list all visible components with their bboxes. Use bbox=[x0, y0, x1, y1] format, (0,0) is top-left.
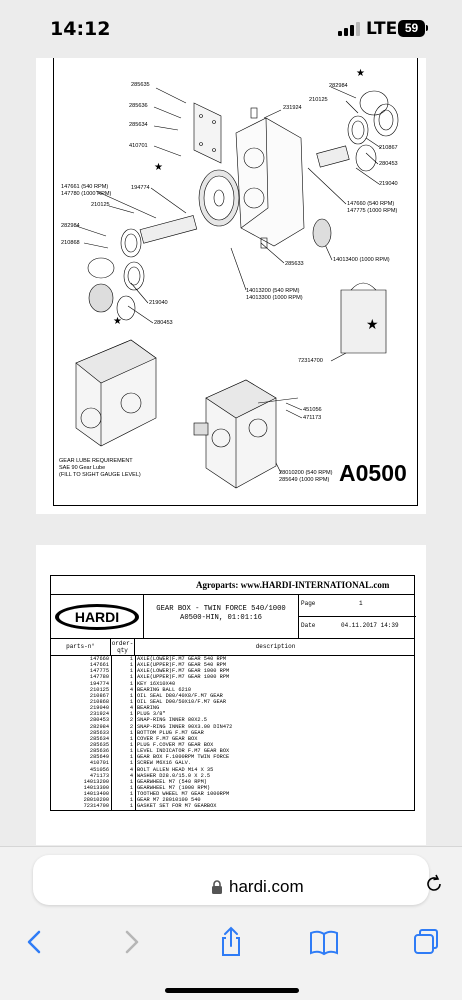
part-number: 285649 bbox=[89, 754, 109, 761]
callout-label: 14013200 (540 RPM) bbox=[246, 288, 300, 294]
status-time: 14:12 bbox=[50, 18, 111, 40]
part-number: 28010200 bbox=[83, 797, 109, 804]
site-label: Agroparts: www.HARDI-INTERNATIONAL.com bbox=[196, 580, 390, 590]
callout-label: 285649 (1000 RPM) bbox=[279, 477, 330, 483]
part-number: 14013400 bbox=[83, 791, 109, 798]
part-number: 285634 bbox=[89, 735, 109, 742]
callout-label: 410701 bbox=[129, 143, 148, 149]
order-qty: 1 bbox=[129, 729, 133, 736]
part-description: GEARWHEEL M7 (1000 RPM) bbox=[137, 784, 211, 791]
column-header bbox=[51, 639, 414, 656]
callout-label: 219040 bbox=[379, 181, 398, 187]
part-number: 219040 bbox=[89, 705, 109, 712]
part-description: LEVEL INDICATOR F.M7 GEAR BOX bbox=[137, 748, 230, 755]
parts-list-page bbox=[36, 545, 426, 845]
order-qty: 1 bbox=[129, 754, 133, 761]
part-description: OIL SEAL D90/50X10/F.M7 GEAR bbox=[137, 698, 227, 705]
star-mark-icon: ★ bbox=[113, 316, 122, 327]
callout-label: 282984 bbox=[329, 83, 348, 89]
order-qty: 1 bbox=[129, 668, 133, 675]
callout-label: 280453 bbox=[154, 320, 173, 326]
network-type: LTE bbox=[366, 19, 398, 39]
part-description: WASHER D28.0/15.0 X 2.5 bbox=[137, 772, 211, 779]
meta-cell bbox=[299, 595, 416, 639]
date-value: 04.11.2017 14:39 bbox=[341, 622, 399, 629]
table-row bbox=[51, 803, 414, 809]
part-number: 14013200 bbox=[83, 778, 109, 785]
callout-label: 285634 bbox=[129, 122, 148, 128]
callout-label: 147775 (1000 RPM) bbox=[347, 208, 398, 214]
share-icon[interactable] bbox=[211, 922, 251, 962]
col-qty-header: order- qty bbox=[111, 640, 134, 654]
part-number: 194774 bbox=[89, 680, 109, 687]
order-qty: 1 bbox=[129, 680, 133, 687]
callout-label: 210868 bbox=[61, 240, 80, 246]
callout-label: 285636 bbox=[129, 103, 148, 109]
order-qty: 1 bbox=[129, 778, 133, 785]
order-qty: 1 bbox=[129, 803, 133, 810]
back-icon[interactable] bbox=[14, 922, 54, 962]
part-number: 471173 bbox=[89, 772, 109, 779]
callout-label: 14013300 (1000 RPM) bbox=[246, 295, 303, 301]
parts-table bbox=[50, 575, 415, 811]
order-qty: 1 bbox=[129, 760, 133, 767]
callout-label: 285633 bbox=[285, 261, 304, 267]
part-description: SNAP-RING INNER 90X3.00 DIN472 bbox=[137, 723, 233, 730]
status-bar bbox=[0, 0, 462, 58]
col-desc-header: description bbox=[255, 643, 296, 650]
part-description: PLUG 3/8" bbox=[137, 711, 166, 718]
order-qty: 1 bbox=[129, 674, 133, 681]
order-qty: 1 bbox=[129, 662, 133, 669]
callout-label: 451056 bbox=[303, 407, 322, 413]
battery-icon: 59 bbox=[398, 20, 425, 37]
order-qty: 4 bbox=[129, 686, 133, 693]
diagram-page bbox=[36, 58, 426, 514]
part-number: 210125 bbox=[89, 686, 109, 693]
col-parts-header: parts-n° bbox=[51, 639, 111, 656]
logo-cell bbox=[51, 595, 144, 639]
order-qty: 1 bbox=[129, 698, 133, 705]
part-description: KEY 16X10X40 bbox=[137, 680, 176, 687]
part-description: AXLE(LOWER)F.M7 GEAR 1000 RPM bbox=[137, 668, 230, 675]
page-value: 1 bbox=[359, 600, 363, 607]
callout-label: 72314700 bbox=[298, 358, 323, 364]
part-number: 285633 bbox=[89, 729, 109, 736]
part-number: 410701 bbox=[89, 760, 109, 767]
part-number: 147780 bbox=[89, 674, 109, 681]
order-qty: 4 bbox=[129, 705, 133, 712]
title-line: A0500-HIN, 01:01:16 bbox=[180, 614, 262, 622]
drawing-code: A0500 bbox=[339, 460, 407, 486]
lube-line: GEAR LUBE REQUIREMENT bbox=[59, 458, 133, 464]
lock-icon bbox=[211, 880, 223, 895]
signal-icon bbox=[338, 22, 360, 36]
part-description: BEARING bbox=[137, 705, 160, 712]
part-number: 285635 bbox=[89, 741, 109, 748]
tabs-icon[interactable] bbox=[406, 922, 446, 962]
callout-label: 471173 bbox=[303, 415, 322, 421]
part-description: GEAR M7 28010100 540 bbox=[137, 797, 201, 804]
date-label: Date bbox=[301, 622, 316, 629]
part-description: COVER F.M7 GEAR BOX bbox=[137, 735, 198, 742]
hardi-logo bbox=[51, 595, 144, 639]
part-number: 285636 bbox=[89, 748, 109, 755]
part-number: 147661 bbox=[89, 662, 109, 669]
part-number: 147775 bbox=[89, 668, 109, 675]
part-number: 451056 bbox=[89, 766, 109, 773]
part-description: BOTTOM PLUG F.M7 GEAR bbox=[137, 729, 204, 736]
order-qty: 1 bbox=[129, 797, 133, 804]
order-qty: 2 bbox=[129, 717, 133, 724]
sheet-title bbox=[144, 595, 299, 639]
battery-tip bbox=[426, 25, 428, 31]
star-mark-icon: ★ bbox=[356, 68, 365, 79]
reload-icon[interactable] bbox=[425, 873, 443, 893]
order-qty: 1 bbox=[129, 791, 133, 798]
browser-toolbar bbox=[0, 922, 462, 962]
callout-label: 280453 bbox=[379, 161, 398, 167]
part-description: PLUG F.COVER M7 GEAR BOX bbox=[137, 741, 214, 748]
star-mark-icon: ★ bbox=[154, 162, 163, 173]
part-description: OIL SEAL D80/40X8/F.M7 GEAR bbox=[137, 692, 223, 699]
url-text: hardi.com bbox=[229, 877, 304, 896]
part-description: GEARWHEEL M7 (540 RPM) bbox=[137, 778, 207, 785]
part-number: 231924 bbox=[89, 711, 109, 718]
part-description: TOOTHED WHEEL M7 GEAR 1000RPM bbox=[137, 791, 230, 798]
exploded-view-drawing bbox=[36, 58, 426, 514]
star-mark-icon: ★ bbox=[366, 316, 379, 332]
order-qty: 1 bbox=[129, 748, 133, 755]
part-description: SNAP-RING INNER 80X2.5 bbox=[137, 717, 207, 724]
callout-label: 210125 bbox=[91, 202, 110, 208]
callout-label: 147780 (1000 RPM) bbox=[61, 191, 112, 197]
home-indicator bbox=[165, 988, 299, 993]
order-qty: 4 bbox=[129, 766, 133, 773]
part-number: 147660 bbox=[89, 656, 109, 662]
callout-label: 285635 bbox=[131, 82, 150, 88]
part-description: BOLT ALLEN HEAD M14 X 35 bbox=[137, 766, 214, 773]
browser-chrome bbox=[0, 846, 462, 1000]
bookmarks-icon[interactable] bbox=[304, 922, 344, 962]
order-qty: 1 bbox=[129, 711, 133, 718]
parts-rows bbox=[51, 656, 414, 810]
order-qty: 4 bbox=[129, 772, 133, 779]
part-number: 72314700 bbox=[83, 803, 109, 810]
callout-label: 282984 bbox=[61, 223, 80, 229]
callout-label: 219040 bbox=[149, 300, 168, 306]
header-row bbox=[51, 576, 414, 595]
callout-label: 231924 bbox=[283, 105, 302, 111]
order-qty: 1 bbox=[129, 692, 133, 699]
forward-icon[interactable] bbox=[112, 922, 152, 962]
order-qty: 1 bbox=[129, 741, 133, 748]
callout-label: 147660 (540 RPM) bbox=[347, 201, 395, 207]
part-description: GASKET SET FOR M7 GEARBOX bbox=[137, 803, 217, 810]
part-description: AXLE(LOWER)F.M7 GEAR 540 RPM bbox=[137, 656, 227, 662]
part-number: 280453 bbox=[89, 717, 109, 724]
callout-label: 147661 (540 RPM) bbox=[61, 184, 109, 190]
part-number: 14013300 bbox=[83, 784, 109, 791]
order-qty: 1 bbox=[129, 735, 133, 742]
order-qty: 1 bbox=[129, 784, 133, 791]
part-number: 210867 bbox=[89, 692, 109, 699]
page-row bbox=[299, 595, 416, 617]
header-main bbox=[51, 595, 414, 639]
date-row bbox=[299, 617, 416, 639]
page-label: Page bbox=[301, 600, 316, 607]
part-description: BEARING BALL 6210 bbox=[137, 686, 192, 693]
order-qty: 2 bbox=[129, 723, 133, 730]
title-line: GEAR BOX - TWIN FORCE 540/1000 bbox=[156, 605, 286, 613]
callout-label: 210867 bbox=[379, 145, 398, 151]
callout-label: 14013400 (1000 RPM) bbox=[333, 257, 390, 263]
gear-lube-note bbox=[59, 458, 141, 479]
callout-label: 210125 bbox=[309, 97, 328, 103]
part-number: 282984 bbox=[89, 723, 109, 730]
lube-line: (FILL TO SIGHT GAUGE LEVEL) bbox=[59, 472, 141, 478]
order-qty: 1 bbox=[129, 656, 133, 662]
part-description: GEAR BOX F.1000RPM TWIN FORCE bbox=[137, 754, 230, 761]
part-number: 210868 bbox=[89, 698, 109, 705]
part-description: AXLE(UPPER)F.M7 GEAR 540 RPM bbox=[137, 662, 227, 669]
part-description: SCREW M6X16 GALV. bbox=[137, 760, 192, 767]
address-bar[interactable] bbox=[33, 855, 429, 905]
part-description: AXLE(UPPER)F.M7 GEAR 1000 RPM bbox=[137, 674, 230, 681]
callout-label: 28010200 (540 RPM) bbox=[279, 470, 333, 476]
logo-text: HARDI bbox=[74, 609, 120, 625]
lube-line: SAE 90 Gear Lube bbox=[59, 465, 106, 471]
callout-label: 194774 bbox=[131, 185, 150, 191]
